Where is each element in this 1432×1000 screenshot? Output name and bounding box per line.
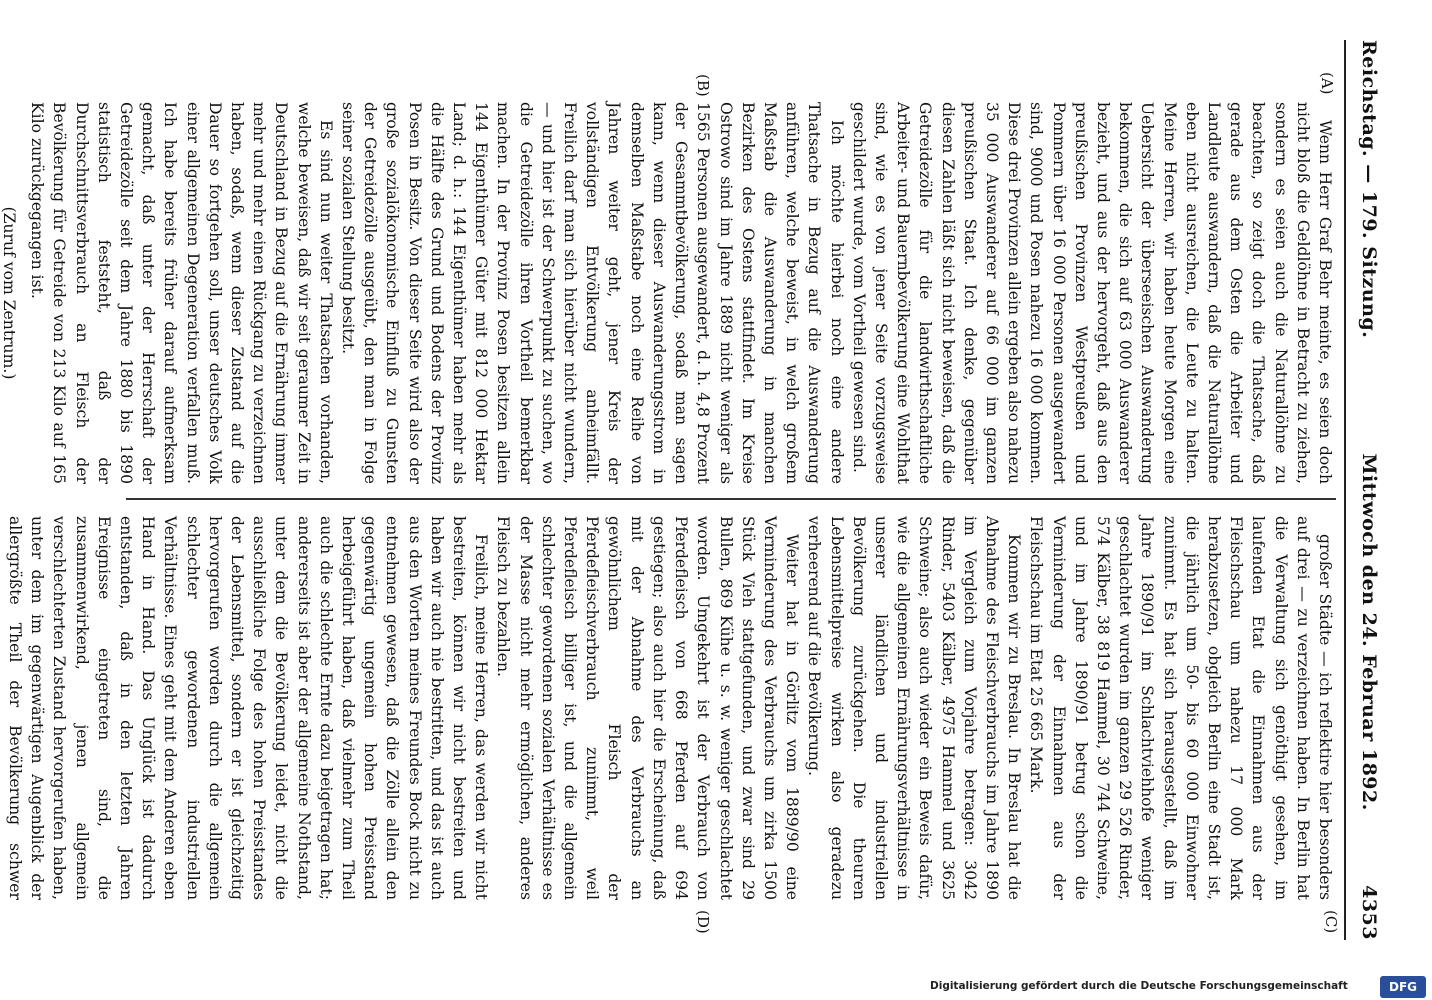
header-right bbox=[1358, 453, 1380, 940]
margin-marker-b: (B) bbox=[694, 74, 712, 97]
header-left: Reichstag. — 179. Sitzung. bbox=[1358, 40, 1380, 339]
paragraph: Es sind nun weiter Thatsachen vorhanden, welche beweisen, daß wir seit geraumer Zeit in Deutschland in Bezug auf die Ernährung immer mehr und mehr einen Rückgang zu verzeichnen haben, sodaß, wenn dieser Zustand auf die Dauer so fortgehen soll, unser deutsches Volk einer allgemeinen Degeneration verfallen muß. Ich habe bereits früher darauf aufmerksam gemacht, daß unter der Herrschaft der Getreidezölle seit dem Jahre 1880 bis 1890 statistisch feststeht, daß der Durchschnittsverbrauch an Fleisch der Bevölkerung für Getreide von 213 Kilo auf 165 Kilo zurückgegangen ist. bbox=[28, 102, 335, 484]
digitization-credit: Digitalisierung gefördert durch die Deutsche Forschungsgemeinschaft bbox=[930, 980, 1348, 992]
margin-marker-a: (A) bbox=[1318, 72, 1336, 95]
left-column bbox=[0, 102, 1336, 484]
header-rule bbox=[1344, 40, 1346, 940]
interjection: (Zuruf vom Zentrum.) bbox=[0, 206, 19, 380]
page-header bbox=[1346, 40, 1386, 940]
paragraph: Kommen wir zu Breslau. In Breslau hat die Abnahme des Fleischverbrauchs im Jahre 1890 im Vergleich zum Vorjahre betragen: 3042 Rinder, 5403 Kälber, 4975 Hammel und 3625 Schweine; also auch wieder ein Beweis dafür, wie die allgemeinen Ernährungsverhältnisse in unserer ländlichen und industriellen Bevölkerung zurückgehen. Die theuren Lebensmittelpreise wirken also geradezu verheerend auf die Bevölkerung. bbox=[805, 516, 1024, 900]
paragraph: Ich möchte hierbei noch eine andere Thatsache in Bezug auf die Auswanderung anführen, welche beweist, in welch großem Maßstab die Auswanderung in manchen Bezirken des Ostens stattfindet. Im Kreise Ostrowo sind im Jahre 1889 nicht weniger als 1565 Personen ausgewandert, d. h. 4,8 Prozent der Gesammtbevölkerung, sodaß man sagen kann, wenn dieser Auswanderungsstrom in demselben Maßstabe noch eine Reihe von Jahren weiter geht, jener Kreis der vollständigen Entvölkerung anheimfällt. Freilich darf man sich hierüber nicht wundern, — und hier ist der Schwerpunkt zu suchen, wo die Getreidezölle ihren Vortheil bemerkbar machen. In der Provinz Posen besitzen allein 144 Eigenthümer Güter mit 812 000 Hektar Land; d. h.: 144 Eigenthümer haben mehr als die Hälfte des Grund und Bodens der Provinz Posen in Besitz. Von dieser Seite wird also der große sozialökonomische Einfluß zu Gunsten der Getreidezölle ausgeübt, den man in Folge seiner sozialen Stellung besitzt. bbox=[339, 102, 846, 484]
paragraph: Weiter hat in Görlitz vom 1889/90 eine Verminderung des Verbrauchs um zirka 1500 Stück Vieh stattgefunden, und zwar sind 29 Bullen, 869 Kühe u. s. w. weniger geschlachtet worden. Umgekehrt ist der Verbrauch von Pferdefleisch von 668 Pferden auf 694 gestiegen; also auch hier die Erscheinung, daß mit der Abnahme des Verbrauchs an gewöhnlichem Fleisch der Pferdefleischverbrauch zunimmt, weil Pferdefleisch billiger ist, und die allgemein schlechter gewordenen sozialen Verhältnisse es der Masse nicht mehr ermöglichen, anderes Fleisch zu bezahlen. bbox=[494, 516, 802, 900]
paragraph: Freilich, meine Herren, das werden wir nicht bestreiten, können wir nicht bestreiten und haben wir auch nie bestritten, und das ist auch aus den Worten meines Freundes Bock nicht zu entnehmen gewesen, daß die Zölle allein den gegenwärtig ungemein hohen Preisstand herbeigeführt haben, daß vielmehr zum Theil auch die schlechte Ernte dazu beigetragen hat; andererseits ist aber der allgemeine Nothstand, unter dem die Bevölkerung leidet, nicht die ausschließliche Folge des hohen Preisstandes der Lebensmittel, sondern er ist gleichzeitig hervorgerufen worden durch die allgemein schlechter gewordenen industriellen Verhältnisse. Eines geht mit dem Anderen eben Hand in Hand. Das Unglück ist dadurch entstanden, daß in den letzten Jahren Ereignisse eingetreten sind, die zusammenwirkend, jenen allgemein verschlechterten Zustand hervorgerufen haben, unter dem im gegenwärtigen Augenblick der allergrößte Theil der Bevölkerung schwer bbox=[6, 516, 491, 900]
right-column bbox=[6, 516, 1336, 900]
paragraph: Wenn Herr Graf Behr meinte, es seien doch nicht bloß die Geldlöhne in Betracht zu ziehen, sondern es seien auch die Naturallöhne zu beachten, so zeigt doch die Thatsache, daß gerade aus dem Osten die Arbeiter und Landleute auswandern, daß die Naturallöhne eben nicht ausreichen, die Leute zu halten. Meine Herren, wir haben heute Morgen eine Uebersicht der überseeischen Auswanderung bekommen, die sich auf 63 000 Auswanderer bezieht, und aus der hervorgeht, daß aus den preußischen Provinzen Westpreußen und Pommern über 16 000 Personen ausgewandert sind, 9000 und Posen nahezu 16 000 kommen. Diese drei Provinzen allein ergeben also nahezu 35 000 Auswanderer auf 66 000 im ganzen preußischen Staat. Ich denke, gegenüber diesen Zahlen läßt sich nicht beweisen, daß die Getreidezölle für die landwirthschaftliche Arbeiter- und Bauernbevölkerung eine Wohlthat sind, wie es von jener Seite vorzugsweise geschildert wurde, vom Vortheil gewesen sind. bbox=[849, 102, 1334, 484]
page-number: 4353 bbox=[1358, 885, 1380, 940]
column-divider bbox=[126, 498, 1336, 500]
dfg-logo: DFG bbox=[1380, 976, 1426, 998]
margin-marker-c: (C) bbox=[1322, 910, 1340, 934]
paragraph: großer Städte — ich reflektire hier besonders auf drei — zu verzeichnen haben. In Berlin hat die Verwaltung sich genöthigt gesehen, im laufenden Etat die Einnahmen aus der Fleischschau um nahezu 17 000 Mark herabzusetzen, obgleich Berlin eine Stadt ist, die jährlich um 50- bis 60 000 Einwohner zunimmt. Es hat sich herausgestellt, daß im Jahre 1890/91 im Schlachtviehhofe weniger geschlachtet wurden im ganzen 29 526 Rinder, 574 Kälber, 38 819 Hammel, 30 744 Schweine, und im Jahre 1890/91 betrug schon die Verminderung der Einnahmen aus der Fleischschau im Etat 25 665 Mark. bbox=[1027, 516, 1334, 900]
header-date: Mittwoch den 24. Februar 1892. bbox=[1358, 453, 1380, 811]
margin-marker-d: (D) bbox=[694, 910, 712, 934]
